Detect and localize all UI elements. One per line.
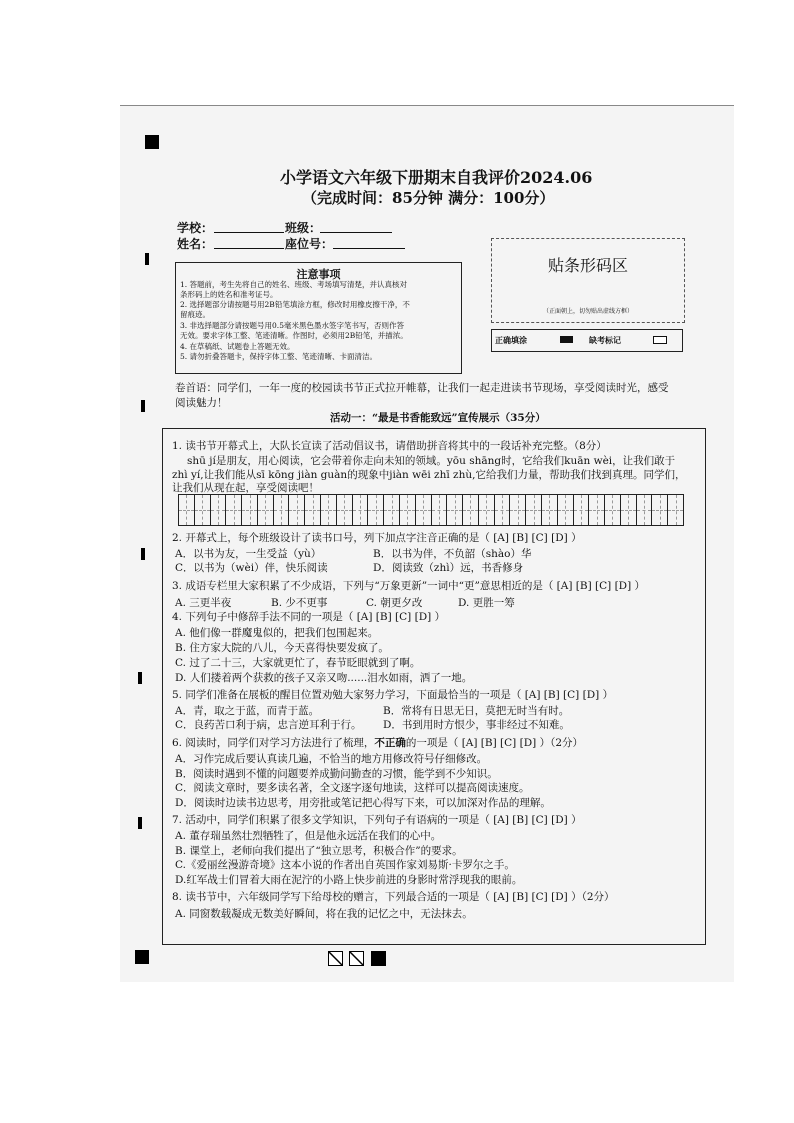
q4-option-c: C. 过了二十三，大家就更忙了，春节眨眼就到了啊。 (175, 657, 421, 669)
grid-cell[interactable] (321, 495, 337, 525)
barcode-note: （正面朝上，切勿贴出虚线方框） (542, 308, 633, 315)
barcode-label: 贴条形码区 (547, 256, 628, 275)
registration-mark-top-left (145, 135, 159, 149)
grid-cell[interactable] (447, 495, 463, 525)
grid-cell[interactable] (432, 495, 448, 525)
q4-option-d: D. 人们搂着两个获救的孩子又亲又吻......泪水如雨，洒了一地。 (175, 672, 473, 684)
grid-cell[interactable] (668, 495, 683, 525)
q5-option-c: C．良药苦口利于病，忠言逆耳利于行。 (175, 719, 362, 731)
q6-stem-pre: 6. 阅读时，同学们对学习方法进行了梳理， (172, 737, 375, 749)
grid-cell[interactable] (637, 495, 653, 525)
grid-cell[interactable] (605, 495, 621, 525)
grid-cell[interactable] (400, 495, 416, 525)
q8-option-a: A. 同窗数载凝成无数美好瞬间，将在我的记忆之中，无法抹去。 (175, 908, 473, 920)
seat-field[interactable] (333, 248, 405, 249)
timing-mark (141, 548, 145, 560)
notice-line: 5. 请勿折叠答题卡，保持字体工整、笔迹清晰、卡面清洁。 (180, 352, 378, 361)
notice-line: 留痕迹。 (180, 310, 210, 319)
registration-mark-bottom-left (135, 950, 149, 964)
grid-cell[interactable] (195, 495, 211, 525)
filled-mark-icon (560, 336, 573, 343)
notice-line: 3. 非选择题部分请按题号用0.5毫米黑色墨水签字笔书写，否则作答 (180, 321, 404, 330)
q4-option-b: B. 住方家大院的八儿，今天喜得快要发疯了。 (175, 642, 389, 654)
grid-cell[interactable] (179, 495, 195, 525)
q4-stem: 4. 下列句子中修辞手法不同的一项是（ [A] [B] [C] [D] ） (172, 611, 446, 623)
q2-option-a: A．以书为友，一生受益（yù） (175, 548, 322, 560)
timing-mark (141, 400, 145, 412)
q5-option-b: B．常将有日思无日，莫把无时当有时。 (383, 705, 570, 717)
correct-fill-label: 正确填涂 (495, 335, 527, 345)
fill-sample-box (491, 329, 683, 352)
grid-cell[interactable] (384, 495, 400, 525)
q3-option-c: C. 朝更夕改 (366, 597, 423, 609)
grid-cell[interactable] (621, 495, 637, 525)
q2-option-d: D．阅读致（zhì）远，书香修身 (373, 562, 524, 574)
q6-stem (172, 735, 583, 750)
q3-stem: 3. 成语专栏里大家积累了不少成语，下列与“万象更新”一词中“更”意思相近的是（ [A] [B] [C] [D] ） (172, 580, 646, 592)
q5-stem: 5. 同学们准备在展板的醒目位置劝勉大家努力学习，下面最恰当的一项是（ [A] [B] [C] [D] ） (172, 689, 614, 701)
grid-cell[interactable] (558, 495, 574, 525)
q7-option-a: A. 董存瑞虽然壮烈牺牲了，但是他永远活在我们的心中。 (175, 830, 442, 842)
q3-option-a: A. 三更半夜 (175, 597, 232, 609)
name-label: 姓名： (177, 237, 214, 251)
timing-mark (145, 253, 149, 265)
grid-cell[interactable] (542, 495, 558, 525)
q2-stem: 2. 开幕式上，每个班级设计了读书口号，列下加点字注音正确的是（ [A] [B] [C] [D] ） (172, 532, 582, 544)
grid-cell[interactable] (368, 495, 384, 525)
q2-option-b: B．以书为伴，不负韶（shào）华 (373, 548, 532, 560)
class-label: 班级： (285, 221, 322, 235)
q6-stem-bold: 不正确 (374, 737, 406, 749)
barcode-area[interactable] (491, 238, 685, 323)
grid-cell[interactable] (242, 495, 258, 525)
q6-option-d: D．阅读时边读书边思考，用旁批或笔记把心得写下来，可以加深对作品的理解。 (175, 797, 551, 809)
grid-cell[interactable] (211, 495, 227, 525)
timing-mark (138, 672, 142, 684)
q7-option-c: C.《爱丽丝漫游奇境》这本小说的作者出自英国作家刘易斯·卡罗尔之手。 (175, 859, 515, 871)
grid-cell[interactable] (526, 495, 542, 525)
page-mark-crossed-icon (328, 951, 343, 966)
preface-line: 阅读魅力！ (175, 397, 228, 409)
grid-cell[interactable] (353, 495, 369, 525)
grid-cell[interactable] (463, 495, 479, 525)
grid-cell[interactable] (416, 495, 432, 525)
exam-subtitle: （完成时间：85分钟 满分：100分） (302, 189, 555, 207)
notice-line: 2. 选择题部分请按题号用2B铅笔填涂方框，修改时用橡皮擦干净，不 (180, 300, 410, 309)
name-field[interactable] (214, 248, 284, 249)
exam-title: 小学语文六年级下册期末自我评价2024.06 (280, 168, 593, 187)
q1-text: zhì yí,让我们能从sī kōng jiàn guàn的现象中jiàn wēi zhī zhù,它给我们力量，帮助我们找到真理。同学们， (172, 469, 686, 481)
grid-cell[interactable] (495, 495, 511, 525)
notice-box (175, 262, 462, 374)
notice-line: 1. 答题前，考生先将自己的姓名、班级、考场填写清楚，并认真核对 (180, 280, 408, 289)
school-field[interactable] (214, 232, 284, 233)
class-field[interactable] (320, 232, 392, 233)
grid-cell[interactable] (479, 495, 495, 525)
notice-line: 条形码上的姓名和准考证号。 (180, 290, 278, 299)
q7-option-d: D.红军战士们冒着大雨在泥泞的小路上快步前进的身影时常浮现我的眼前。 (175, 874, 523, 886)
q3-option-d: D. 更胜一筹 (458, 597, 515, 609)
page-mark-crossed-icon (349, 951, 364, 966)
q5-option-a: A．青，取之于蓝，而青于蓝。 (175, 705, 320, 717)
q6-stem-post: 的一项是（ [A] [B] [C] [D] ）（2分） (405, 737, 584, 749)
q6-option-c: C．阅读文章时，要多读名著，全文逐字逐句地读，这样可以提高阅读速度。 (175, 782, 530, 794)
grid-cell[interactable] (652, 495, 668, 525)
q2-option-c: C．以书为（wèi）伴，快乐阅读 (175, 562, 328, 574)
grid-cell[interactable] (574, 495, 590, 525)
timing-mark (138, 817, 142, 829)
grid-cell[interactable] (305, 495, 321, 525)
page-mark-filled-icon (371, 951, 386, 966)
absent-mark-label: 缺考标记 (589, 335, 621, 345)
q4-option-a: A. 他们像一群魔鬼似的，把我们包围起来。 (175, 627, 379, 639)
q1-stem: 1. 读书节开幕式上，大队长宣读了活动倡议书，请借助拼音将其中的一段话补充完整。（8分） (172, 440, 607, 452)
activity-title: 活动一：“最是书香能致远”宣传展示（35分） (330, 412, 546, 424)
grid-cell[interactable] (337, 495, 353, 525)
seat-label: 座位号： (285, 237, 334, 251)
q3-option-b: B. 少不更事 (271, 597, 328, 609)
q6-option-b: B．阅读时遇到不懂的问题要养成勤问勤查的习惯，能学到不少知识。 (175, 768, 498, 780)
notice-title: 注意事项 (296, 268, 341, 281)
q7-option-b: B. 课堂上，老师向我们提出了“独立思考，积极合作”的要求。 (175, 845, 463, 857)
grid-cell[interactable] (258, 495, 274, 525)
q1-text: shū jí是朋友，用心阅读，它会带着你走向未知的领域。yōu shāng时，它给我们kuān wèi，让我们敢于 (187, 455, 676, 467)
grid-cell[interactable] (510, 495, 526, 525)
school-label: 学校： (177, 221, 214, 235)
notice-line: 无效。要求字体工整、笔迹清晰。作图时，必须用2B铅笔，并描浓。 (180, 331, 408, 340)
absent-checkbox[interactable] (653, 336, 667, 344)
grid-cell[interactable] (274, 495, 290, 525)
q1-text: 让我们从现在起，享受阅读吧！ (172, 482, 319, 494)
q5-option-d: D．书到用时方恨少，事非经过不知难。 (383, 719, 570, 731)
preface-line: 卷首语：同学们，一年一度的校园读书节正式拉开帷幕，让我们一起走进读书节现场，享受阅读时光，感受 (175, 382, 669, 394)
grid-cell[interactable] (226, 495, 242, 525)
pinyin-answer-grid[interactable] (178, 494, 684, 526)
q7-stem: 7. 活动中，同学们积累了很多文学知识，下列句子有语病的一项是（ [A] [B] [C] [D] ） (172, 814, 582, 826)
notice-line: 4. 在草稿纸、试题卷上答题无效。 (180, 342, 295, 351)
grid-cell[interactable] (289, 495, 305, 525)
q8-stem: 8. 读书节中，六年级同学写下给母校的赠言，下列最合适的一项是（ [A] [B] [C] [D] ）（2分） (172, 891, 615, 903)
grid-cell[interactable] (589, 495, 605, 525)
q6-option-a: A．习作完成后要认真读几遍，不恰当的地方用修改符号仔细修改。 (175, 753, 488, 765)
